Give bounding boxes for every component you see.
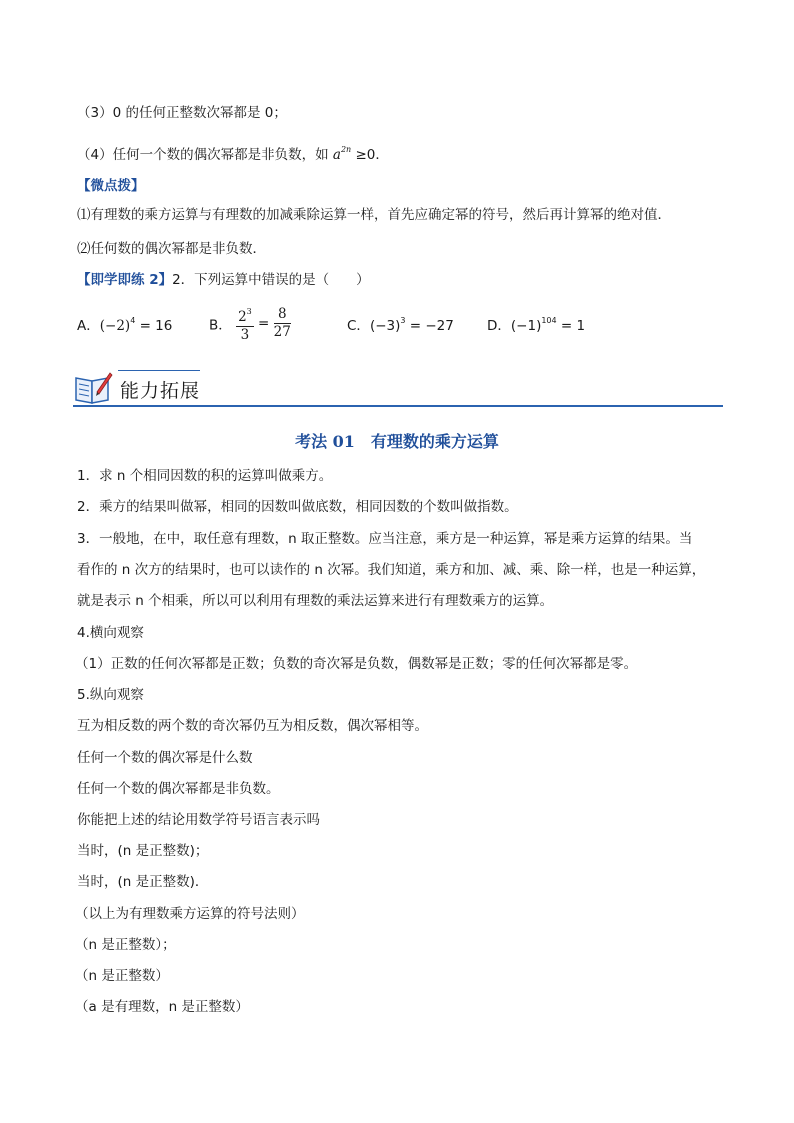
option-b-right-num: 8: [274, 306, 291, 324]
practice-question: [77, 271, 370, 289]
option-b-num-exponent: 3: [246, 307, 252, 316]
option-a-exponent: 4: [130, 316, 136, 325]
item-4-base: a: [332, 147, 341, 163]
item-3: （3）0 的任何正整数次幂都是 0；: [77, 105, 287, 121]
tips-title: 【微点拨】: [77, 178, 145, 194]
body-line-4: 4.横向观察: [77, 625, 144, 641]
option-c-result: = −27: [405, 318, 454, 334]
body-line-3c: 就是表示 n 个相乘，所以可以利用有理数的乘法运算来进行有理数乘方的运算。: [77, 593, 554, 609]
option-b-left-fraction: [236, 303, 254, 344]
body-line-13: （以上为有理数乘方运算的符号法则）: [75, 906, 305, 922]
option-d-result: = 1: [556, 318, 586, 334]
body-line-14: （n 是正整数）；: [75, 937, 176, 953]
option-d[interactable]: [487, 314, 585, 334]
option-c-exponent: 3: [400, 316, 406, 325]
body-line-6: 5.纵向观察: [77, 687, 144, 703]
body-line-8: 任何一个数的偶次幂是什么数: [77, 750, 253, 766]
banner-title: 能力拓展: [120, 380, 201, 402]
option-d-base: (−1): [510, 318, 542, 334]
option-b-right-den: 27: [273, 324, 291, 340]
book-pen-icon: [73, 370, 113, 408]
item-4-text: （4）任何一个数的偶次幂都是非负数，如: [77, 147, 329, 163]
item-4-tail: ≥0．: [355, 147, 389, 163]
option-b-equals: =: [253, 315, 274, 332]
option-a-base: (−2): [99, 318, 131, 334]
body-line-9: 任何一个数的偶次幂都是非负数。: [77, 781, 280, 797]
practice-tag: 【即学即练 2】: [77, 272, 173, 288]
option-c-label: C．: [347, 318, 370, 334]
item-4-exponent: 2n: [340, 145, 352, 154]
option-b-label: B．: [209, 317, 232, 334]
body-line-3a: 3．一般地，在中，取任意有理数，n 取正整数。应当注意，乘方是一种运算，幂是乘方运算的结果。当: [77, 531, 693, 547]
body-line-11: 当时，(n 是正整数)；: [77, 843, 209, 859]
banner-rule: [73, 405, 723, 407]
option-d-exponent: 104: [541, 316, 557, 325]
option-a-result: = 16: [135, 318, 173, 334]
option-a-label: A．: [77, 318, 100, 334]
practice-question-text: 2．下列运算中错误的是（ ）: [172, 272, 370, 288]
body-line-3b: 看作的 n 次方的结果时，也可以读作的 n 次幂。我们知道，乘方和加、减、乘、除一样，也是一种运算，: [77, 562, 706, 578]
body-line-12: 当时，(n 是正整数)．: [77, 874, 209, 890]
tips-point-1: ⑴有理数的乘方运算与有理数的加减乘除运算一样，首先应确定幂的符号，然后再计算幂的绝对值．: [77, 207, 671, 223]
banner-top-rule: [118, 370, 200, 371]
tips-point-2: ⑵任何数的偶次幂都是非负数．: [77, 241, 266, 257]
option-c-base: (−3): [369, 318, 401, 334]
body-line-5: （1）正数的任何次幂都是正数；负数的奇次幂是负数，偶数幂是正数；零的任何次幂都是零。: [75, 656, 638, 672]
body-line-1: 1．求 n 个相同因数的积的运算叫做乘方。: [77, 468, 333, 484]
option-b-den: 3: [240, 327, 250, 343]
option-b[interactable]: [209, 303, 291, 344]
body-line-10: 你能把上述的结论用数学符号语言表示吗: [77, 812, 320, 828]
body-line-16: （a 是有理数，n 是正整数）: [75, 999, 249, 1015]
section-heading: 考法 01 有理数的乘方运算: [295, 432, 499, 451]
item-4: [77, 141, 389, 164]
option-d-label: D．: [487, 318, 511, 334]
body-line-15: （n 是正整数）: [75, 968, 169, 984]
body-line-7: 互为相反数的两个数的奇次幂仍互为相反数，偶次幂相等。: [77, 718, 428, 734]
body-line-2: 2．乘方的结果叫做幂，相同的因数叫做底数，相同因数的个数叫做指数。: [77, 499, 518, 515]
option-a[interactable]: [77, 314, 172, 334]
option-b-right-fraction: [274, 306, 291, 341]
option-b-num-base: 2: [238, 309, 247, 325]
option-c[interactable]: [347, 314, 454, 334]
